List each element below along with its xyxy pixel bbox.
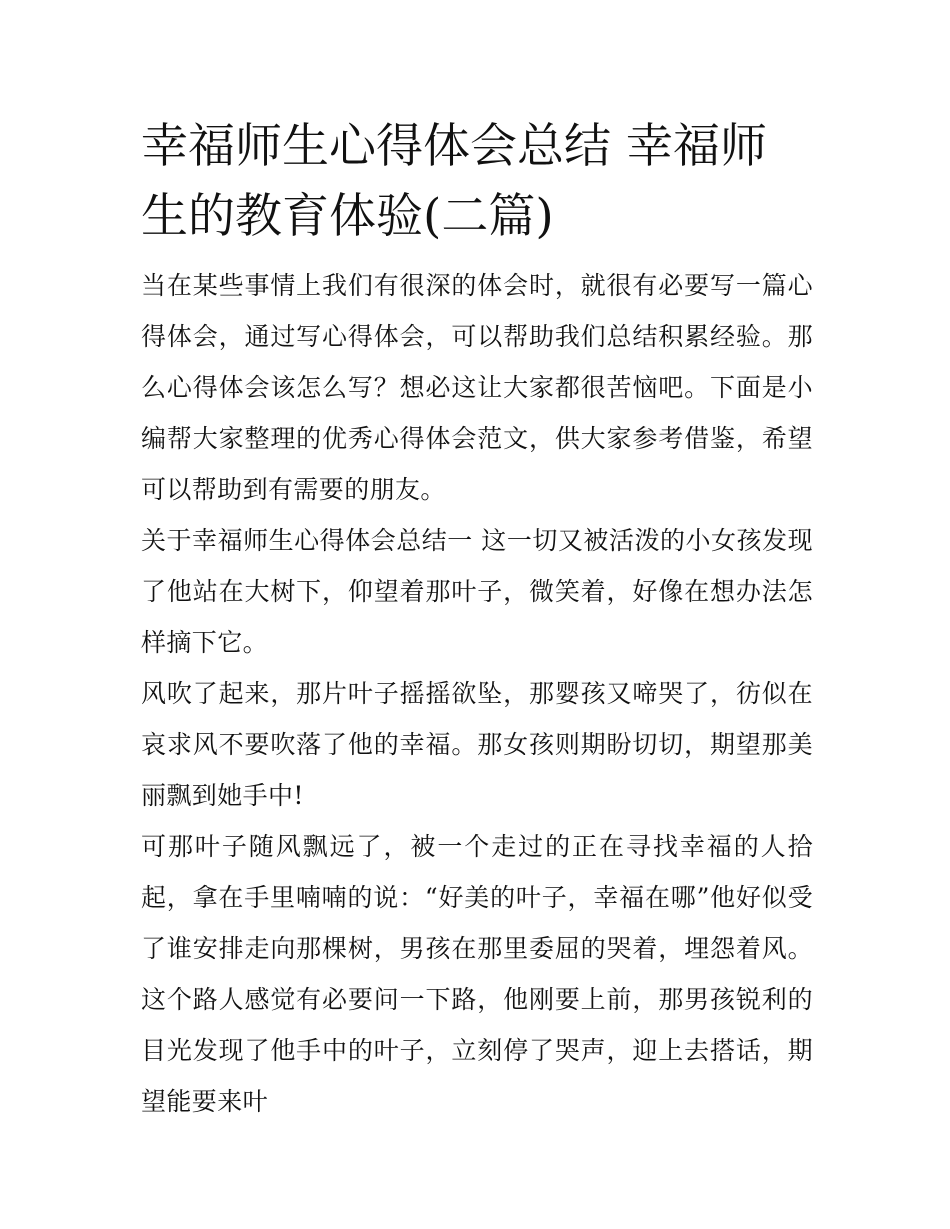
document-title: 幸福师生心得体会总结 幸福师生的教育体验(二篇) (141, 119, 767, 244)
document-body (141, 112, 813, 1127)
paragraph-wind: 风吹了起来，那片叶子摇摇欲坠，那婴孩又啼哭了，彷似在哀求风不要吹落了他的幸福。那女孩则期盼切切，期望那美丽飘到她手中! (141, 679, 813, 810)
paragraph-section-one: 关于幸福师生心得体会总结一 这一切又被活泼的小女孩发现了他站在大树下，仰望着那叶子，微笑着，好像在想办法怎样摘下它。 (141, 526, 813, 657)
paragraph-passerby: 可那叶子随风飘远了，被一个走过的正在寻找幸福的人拾起，拿在手里喃喃的说：“好美的叶子，幸福在哪”他好似受了谁安排走向那棵树，男孩在那里委屈的哭着，埋怨着风。这个路人感觉有必要问一下路，他刚要上前，那男孩锐利的目光发现了他手中的叶子，立刻停了哭声，迎上去搭话，期望能要来叶 (141, 832, 813, 1116)
paragraph-intro: 当在某些事情上我们有很深的体会时，就很有必要写一篇心得体会，通过写心得体会，可以帮助我们总结积累经验。那么心得体会该怎么写？想必这让大家都很苦恼吧。下面是小编帮大家整理的优秀心得体会范文，供大家参考借鉴，希望可以帮助到有需要的朋友。 (141, 271, 813, 504)
